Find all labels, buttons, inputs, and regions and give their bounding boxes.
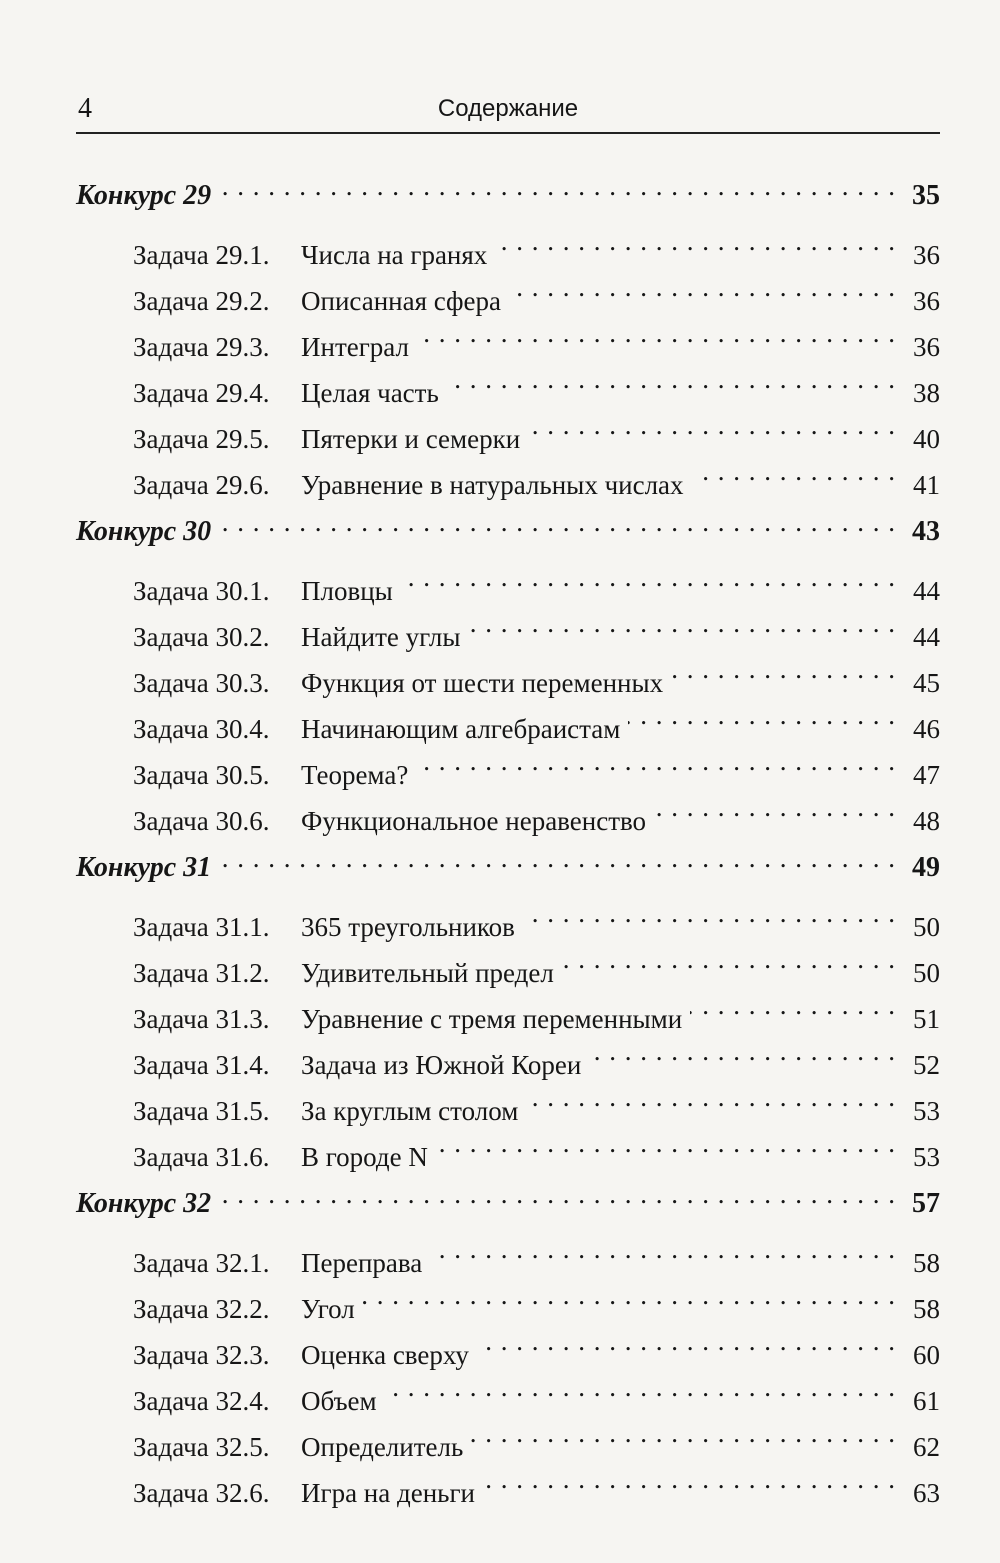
dot-leader bbox=[589, 1028, 896, 1074]
task-page: 58 bbox=[913, 1294, 940, 1324]
task-number: Задача 29.6. bbox=[133, 470, 270, 500]
dot-leader bbox=[690, 982, 896, 1028]
task-page: 52 bbox=[913, 1050, 940, 1080]
task-page: 44 bbox=[913, 576, 940, 606]
task-name: За круглым столом bbox=[301, 1096, 519, 1126]
task-number: Задача 31.2. bbox=[133, 958, 270, 988]
running-title: Содержание bbox=[437, 95, 579, 122]
task-page: 51 bbox=[913, 1004, 940, 1034]
task-page: 36 bbox=[913, 240, 940, 270]
contest-page: 49 bbox=[912, 852, 940, 883]
dot-leader bbox=[219, 830, 896, 876]
task-page: 41 bbox=[913, 470, 940, 500]
contest-title: Конкурс 32 bbox=[76, 1188, 212, 1219]
task-page: 60 bbox=[913, 1340, 940, 1370]
task-name: Игра на деньги bbox=[301, 1478, 475, 1508]
task-name: Удивительный предел bbox=[301, 958, 554, 988]
task-page: 62 bbox=[913, 1432, 940, 1462]
task-name: Описанная сфера bbox=[301, 286, 502, 316]
task-name: Найдите углы bbox=[301, 622, 461, 652]
dot-leader bbox=[468, 600, 896, 646]
task-name: Уравнение в натуральных числах bbox=[301, 470, 684, 500]
task-page: 44 bbox=[913, 622, 940, 652]
task-name: Начинающим алгебраистам bbox=[301, 714, 621, 744]
dot-leader bbox=[447, 356, 896, 402]
task-name: Интеграл bbox=[301, 332, 409, 362]
dot-leader bbox=[671, 646, 896, 692]
task-number: Задача 32.1. bbox=[133, 1248, 270, 1278]
task-page: 61 bbox=[913, 1386, 940, 1416]
task-number: Задача 31.6. bbox=[133, 1142, 270, 1172]
task-name: Угол bbox=[301, 1294, 355, 1324]
contest-entry[interactable] bbox=[76, 158, 940, 218]
dot-leader bbox=[401, 554, 896, 600]
task-name: Пловцы bbox=[301, 576, 393, 606]
task-number: Задача 30.6. bbox=[133, 806, 270, 836]
task-name: Задача из Южной Кореи bbox=[301, 1050, 582, 1080]
task-number: Задача 30.4. bbox=[133, 714, 270, 744]
dot-leader bbox=[526, 1074, 896, 1120]
contest-title: Конкурс 30 bbox=[76, 516, 212, 547]
task-name: Переправа bbox=[301, 1248, 423, 1278]
task-entry[interactable] bbox=[76, 890, 940, 942]
contest-title: Конкурс 31 bbox=[76, 852, 212, 883]
task-number: Задача 32.2. bbox=[133, 1294, 270, 1324]
task-page: 50 bbox=[913, 912, 940, 942]
contest-page: 43 bbox=[912, 516, 940, 547]
task-number: Задача 30.2. bbox=[133, 622, 270, 652]
page-number: 4 bbox=[78, 93, 92, 124]
task-page: 47 bbox=[913, 760, 940, 790]
task-page: 48 bbox=[913, 806, 940, 836]
task-name: Числа на гранях bbox=[301, 240, 488, 270]
dot-leader bbox=[654, 784, 896, 830]
task-page: 36 bbox=[913, 286, 940, 316]
task-name: В городе N bbox=[301, 1142, 428, 1172]
task-name: 365 треугольников bbox=[301, 912, 515, 942]
task-number: Задача 30.1. bbox=[133, 576, 270, 606]
dot-leader bbox=[483, 1456, 896, 1502]
task-number: Задача 30.3. bbox=[133, 668, 270, 698]
table-of-contents bbox=[76, 158, 940, 1508]
task-number: Задача 30.5. bbox=[133, 760, 270, 790]
task-number: Задача 31.4. bbox=[133, 1050, 270, 1080]
dot-leader bbox=[219, 494, 896, 540]
task-entry[interactable] bbox=[76, 554, 940, 606]
task-name: Объем bbox=[301, 1386, 377, 1416]
task-name: Функциональное неравенство bbox=[301, 806, 647, 836]
task-page: 63 bbox=[913, 1478, 940, 1508]
task-entry[interactable] bbox=[76, 218, 940, 270]
dot-leader bbox=[436, 1120, 896, 1166]
task-number: Задача 31.3. bbox=[133, 1004, 270, 1034]
task-page: 38 bbox=[913, 378, 940, 408]
toc-section bbox=[76, 830, 940, 1172]
task-number: Задача 29.4. bbox=[133, 378, 270, 408]
contest-title: Конкурс 29 bbox=[76, 180, 212, 211]
contest-page: 57 bbox=[912, 1188, 940, 1219]
task-number: Задача 32.3. bbox=[133, 1340, 270, 1370]
toc-section bbox=[76, 1166, 940, 1508]
task-page: 45 bbox=[913, 668, 940, 698]
task-page: 50 bbox=[913, 958, 940, 988]
task-entry[interactable] bbox=[76, 1226, 940, 1278]
toc-section bbox=[76, 494, 940, 836]
dot-leader bbox=[628, 692, 896, 738]
task-name: Уравнение с тремя переменными bbox=[301, 1004, 683, 1034]
dot-leader bbox=[562, 936, 896, 982]
dot-leader bbox=[219, 158, 896, 204]
task-page: 53 bbox=[913, 1142, 940, 1172]
task-page: 58 bbox=[913, 1248, 940, 1278]
task-number: Задача 29.2. bbox=[133, 286, 270, 316]
task-page: 46 bbox=[913, 714, 940, 744]
task-name: Оценка сверху bbox=[301, 1340, 469, 1370]
dot-leader bbox=[430, 1226, 896, 1272]
task-name: Определитель bbox=[301, 1432, 464, 1462]
task-number: Задача 32.5. bbox=[133, 1432, 270, 1462]
task-number: Задача 31.5. bbox=[133, 1096, 270, 1126]
task-number: Задача 29.5. bbox=[133, 424, 270, 454]
contest-page: 35 bbox=[912, 180, 940, 211]
task-number: Задача 29.3. bbox=[133, 332, 270, 362]
dot-leader bbox=[523, 890, 896, 936]
dot-leader bbox=[416, 738, 896, 784]
task-page: 53 bbox=[913, 1096, 940, 1126]
task-page: 36 bbox=[913, 332, 940, 362]
task-number: Задача 32.4. bbox=[133, 1386, 270, 1416]
dot-leader bbox=[477, 1318, 896, 1364]
dot-leader bbox=[509, 264, 896, 310]
task-number: Задача 31.1. bbox=[133, 912, 270, 942]
page-header bbox=[76, 92, 940, 134]
dot-leader bbox=[471, 1410, 896, 1456]
task-name: Функция от шести переменных bbox=[301, 668, 664, 698]
dot-leader bbox=[417, 310, 896, 356]
dot-leader bbox=[692, 448, 896, 494]
dot-leader bbox=[528, 402, 896, 448]
dot-leader bbox=[385, 1364, 896, 1410]
task-page: 40 bbox=[913, 424, 940, 454]
task-number: Задача 29.1. bbox=[133, 240, 270, 270]
dot-leader bbox=[219, 1166, 896, 1212]
task-number: Задача 32.6. bbox=[133, 1478, 270, 1508]
dot-leader bbox=[363, 1272, 896, 1318]
task-name: Пятерки и семерки bbox=[301, 424, 521, 454]
toc-section bbox=[76, 158, 940, 500]
dot-leader bbox=[495, 218, 896, 264]
task-name: Целая часть bbox=[301, 378, 439, 408]
task-name: Теорема? bbox=[301, 760, 409, 790]
